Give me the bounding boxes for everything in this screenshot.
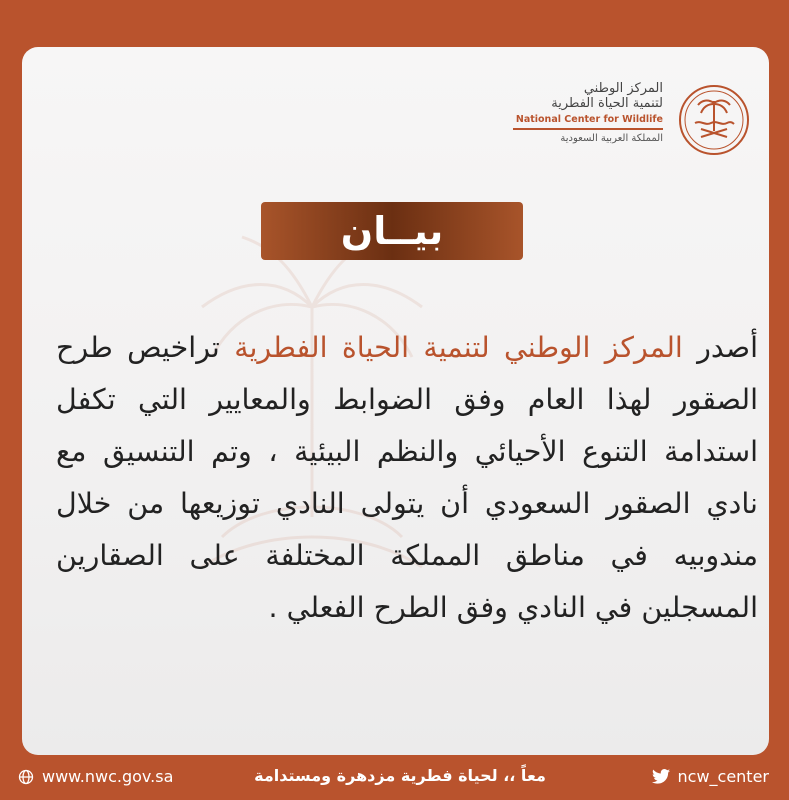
twitter-handle: ncw_center xyxy=(677,767,769,786)
logo-text xyxy=(513,81,663,144)
footer-slogan: معاً ،، لحياة فطرية مزدهرة ومستدامة xyxy=(254,766,546,785)
ncw-logo xyxy=(515,77,751,167)
statement-card xyxy=(22,47,769,755)
body-rest: تراخيص طرح الصقور لهذا العام وفق الضوابط والمعايير التي تكفل استدامة التنوع الأحيائي والنظم البيئية ، وتم التنسيق مع نادي الصقور السعودي أن يتولى النادي توزيعها من خلال مندوبيه في مناطق المملكة المختلفة على الصقارين المسجلين في النادي وفق الطرح الفعلي . xyxy=(56,331,758,624)
palm-emblem-icon xyxy=(677,83,751,157)
body-highlight: المركز الوطني لتنمية الحياة الفطرية xyxy=(234,331,683,364)
footer xyxy=(0,755,789,800)
body-lead: أصدر xyxy=(697,331,758,364)
globe-icon xyxy=(18,769,34,785)
website-label: www.nwc.gov.sa xyxy=(42,767,174,786)
footer-twitter[interactable] xyxy=(652,767,770,786)
logo-name-en: National Center for Wildlife xyxy=(513,114,663,130)
statement-body xyxy=(56,322,758,634)
logo-name-ar-line1: المركز الوطني xyxy=(583,81,663,96)
logo-name-ar-line2: لتنمية الحياة الفطرية xyxy=(551,96,663,111)
footer-website[interactable] xyxy=(18,767,173,786)
logo-country: المملكة العربية السعودية xyxy=(560,133,663,144)
statement-title: بيــان xyxy=(261,202,523,260)
twitter-icon xyxy=(652,769,670,784)
